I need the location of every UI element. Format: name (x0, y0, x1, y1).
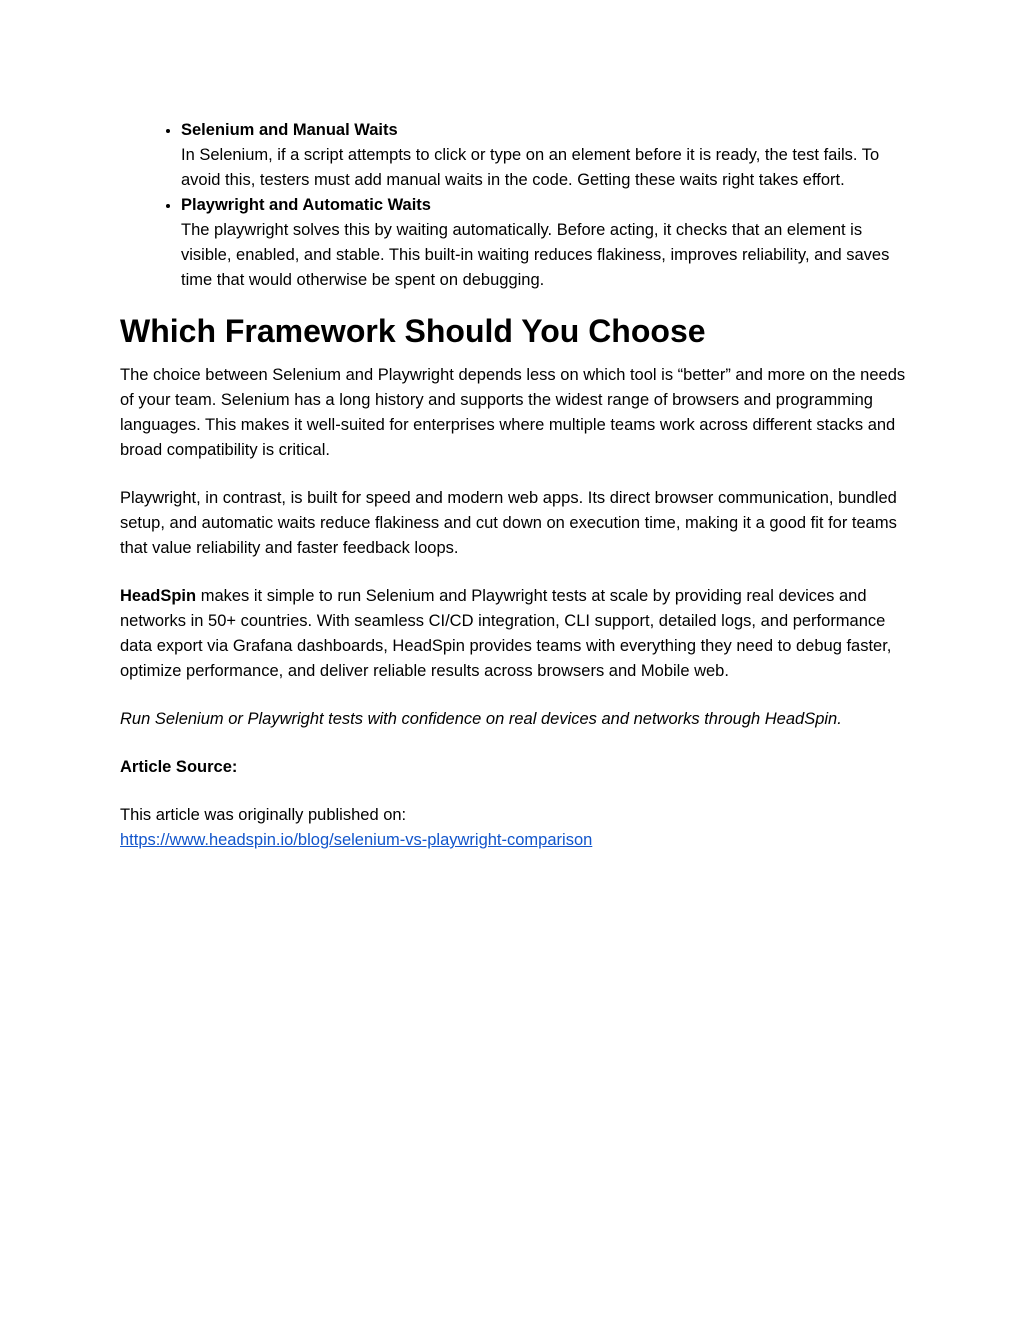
article-source-link[interactable]: https://www.headspin.io/blog/selenium-vs-playwright-comparison (120, 831, 593, 849)
paragraph-playwright-speed: Playwright, in contrast, is built for speed and modern web apps. Its direct browser communication, bundled setup, and automatic waits reduce flakiness and cut down on execution time, making it a good fit for teams that value reliability and faster feedback loops. (120, 489, 897, 557)
paragraph-framework-choice: The choice between Selenium and Playwright depends less on which tool is “better” and more on the needs of your team. Selenium has a long history and supports the widest range of browsers and programming languages. This makes it well-suited for enterprises where multiple teams work across different stacks and broad compatibility is critical. (120, 366, 906, 459)
bullet-body-selenium-manual-waits: In Selenium, if a script attempts to click or type on an element before it is ready, the test fails. To avoid this, testers must add manual waits in the code. Getting these waits right takes effort. (181, 146, 880, 189)
bullet-title-selenium-manual-waits: • Selenium and Manual Waits (181, 121, 398, 139)
bullet-title-playwright-automatic-waits: • Playwright and Automatic Waits (181, 196, 431, 214)
paragraph-published-on (120, 803, 906, 853)
headspin-bold-lead: HeadSpin (120, 587, 197, 605)
headspin-paragraph-text: makes it simple to run Selenium and Playwright tests at scale by providing real devices and networks in 50+ countries. With seamless CI/CD integration, CLI support, detailed logs, and performance data export via Grafana dashboards, HeadSpin provides teams with everything they need to debug faster, optimize performance, and deliver reliable results across browsers and Mobile web. (120, 587, 892, 680)
section-heading-which-framework: Which Framework Should You Choose (120, 313, 706, 349)
bullet-body-playwright-automatic-waits: The playwright solves this by waiting automatically. Before acting, it checks that an element is visible, enabled, and stable. This built-in waiting reduces flakiness, improves reliability, and saves time that would otherwise be spent on debugging. (181, 221, 890, 289)
article-source-label: Article Source: (120, 758, 238, 776)
waits-bullet-list (120, 118, 906, 293)
paragraph-italic-note: Run Selenium or Playwright tests with confidence on real devices and networks through HeadSpin. (120, 710, 842, 728)
list-item (181, 118, 906, 193)
published-on-text: This article was originally published on: (120, 806, 407, 824)
list-item (181, 193, 906, 293)
paragraph-headspin (120, 584, 906, 684)
